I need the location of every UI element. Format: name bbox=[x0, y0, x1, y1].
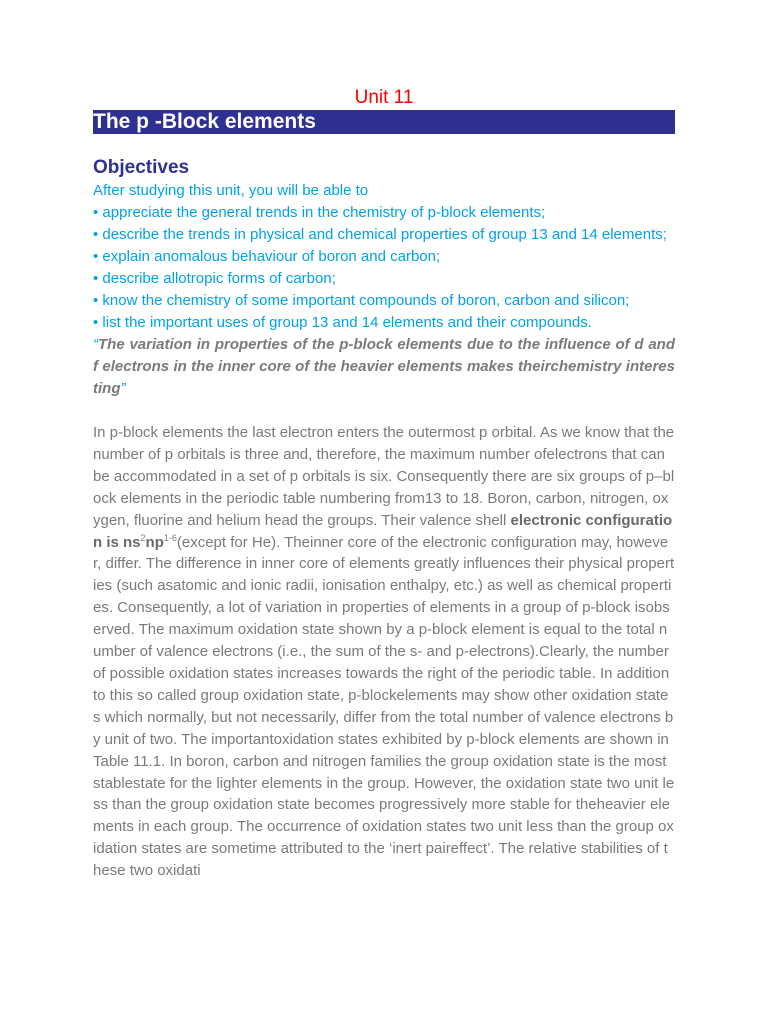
objective-item: • describe the trends in physical and chemical properties of group 13 and 14 elements; bbox=[93, 226, 667, 243]
objective-item: • know the chemistry of some important compounds of boron, carbon and silicon; bbox=[93, 292, 630, 309]
objective-item: • list the important uses of group 13 and 14 elements and their compounds. bbox=[93, 314, 592, 331]
document-page bbox=[93, 86, 675, 882]
quote-open-mark: “ bbox=[93, 336, 98, 353]
objectives-intro: After studying this unit, you will be able to bbox=[93, 182, 369, 199]
chapter-quote bbox=[93, 334, 675, 400]
body-text-part1: In p-block elements the last electron enters the outermost p orbital. As we know that the number of p orbitals is three and, therefore, the maximum number ofelectrons that can be accommodated in a set of p orbitals is six. Consequently there are six groups of p–block elements in the periodic table numbering from13 to 18. Boron, carbon, nitrogen, oxygen, fluorine and helium head the groups. Their valence shell bbox=[93, 424, 675, 529]
objective-item: • appreciate the general trends in the chemistry of p-block elements; bbox=[93, 204, 546, 221]
quote-close-mark: ” bbox=[120, 380, 126, 397]
quote-text: The variation in properties of the p-block elements due to the influence of d and f electrons in the inner core of the heavier elements makes theirchemistry interesting bbox=[93, 336, 675, 397]
objective-item: • describe allotropic forms of carbon; bbox=[93, 270, 336, 287]
electronic-configuration-label: electronic configuration is ns bbox=[93, 511, 673, 551]
body-text-part2: (except for He). Theinner core of the electronic configuration may, however, differ. The difference in inner core of elements greatly influences their physical properties (such asatomic and ionic radii, ionisation enthalpy, etc.) as well as chemical properties. Consequently, a lot of variation in properties of elements in a group of p-block isobserved. The maximum oxidation state shown by a p-block element is equal to the total number of valence electrons (i.e., the sum of the s- and p-electrons).Clearly, the number of possible oxidation states increases towards the right of the periodic table. In addition to this so called group oxidation state, p-blockelements may show other oxidation states which normally, but not necessarily, differ from the total number of valence electrons by unit of two. The importantoxidation states exhibited by p-block elements are shown in Table 11.1. In boron, carbon and nitrogen families the group oxidation state is the most stablestate for the lighter elements in the group. However, the oxidation state two unit less than the group oxidation state becomes progressively more stable for theheavier elements in each group. The occurrence of oxidation states two unit less than the group oxidation states are sometime attributed to the ‘inert paireffect’. The relative stabilities of these two oxidati bbox=[93, 533, 675, 880]
superscript-2: 2 bbox=[140, 532, 146, 543]
chapter-title: The p -Block elements bbox=[93, 110, 675, 134]
unit-label: Unit 11 bbox=[354, 87, 414, 108]
body-paragraph bbox=[93, 422, 675, 882]
objectives-heading: Objectives bbox=[93, 157, 190, 178]
objectives-list bbox=[93, 202, 675, 334]
objective-item: • explain anomalous behaviour of boron and carbon; bbox=[93, 248, 441, 265]
np-label: np bbox=[145, 533, 164, 551]
superscript-1-6: 1-6 bbox=[163, 532, 177, 543]
